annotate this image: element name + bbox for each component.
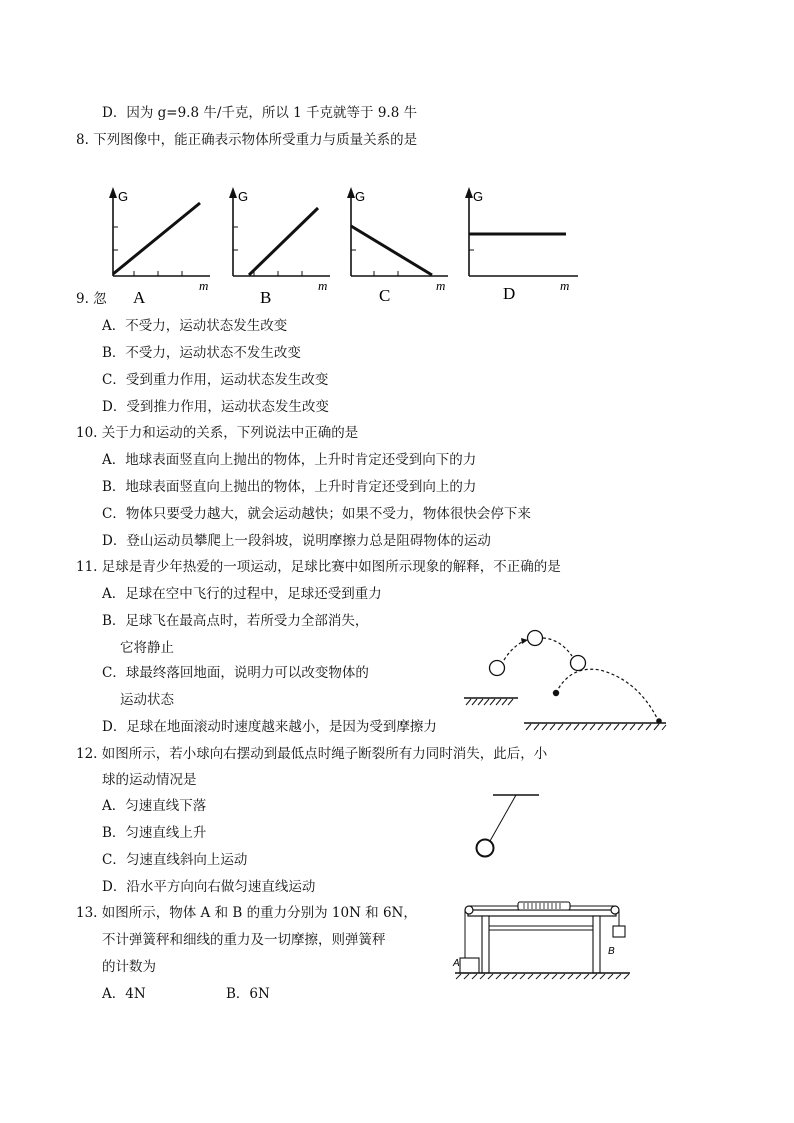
q13-stem-line3: 的计数为 xyxy=(102,959,156,975)
q13-stem-line1: 13. 如图所示，物体 A 和 B 的重力分别为 10N 和 6N， xyxy=(76,905,417,921)
graph-c-letter: C xyxy=(379,286,391,305)
q8-stem: 8. 下列图像中，能正确表示物体所受重力与质量关系的是 xyxy=(76,132,418,148)
q9-option-b: B．不受力，运动状态不发生改变 xyxy=(102,345,301,361)
q13-spring-scale-figure xyxy=(450,896,635,991)
q10-option-c: C．物体只要受力越大，就会运动越快；如果不受力，物体很快会停下来 xyxy=(102,506,531,522)
q12-stem-line1: 12. 如图所示，若小球向右摆动到最低点时绳子断裂所有力同时消失，此后，小 xyxy=(76,746,548,762)
q11-option-b-line1: B．足球飞在最高点时，若所受力全部消失， xyxy=(102,613,369,629)
q11-option-d: D．足球在地面滚动时速度越来越小，是因为受到摩擦力 xyxy=(102,719,437,735)
q10-option-a: A．地球表面竖直向上抛出的物体，上升时肯定还受到向下的力 xyxy=(102,452,477,468)
q12-option-b: B．匀速直线上升 xyxy=(102,825,207,841)
q8-graphs-figure xyxy=(92,182,592,307)
graph-d-y-label: G xyxy=(473,189,484,204)
q12-stem-line2: 球的运动情况是 xyxy=(102,772,197,788)
graph-c-x-label: m xyxy=(436,278,446,293)
graph-a-y-label: G xyxy=(118,189,129,204)
q11-football-figure xyxy=(460,625,670,735)
graph-d-letter: D xyxy=(503,284,516,303)
block-a-label: A xyxy=(453,958,460,969)
q13-stem-line2: 不计弹簧秤和细线的重力及一切摩擦，则弹簧秤 xyxy=(102,932,386,948)
q7-option-d: D．因为 g=9.8 牛/千克，所以 1 千克就等于 9.8 牛 xyxy=(102,105,418,121)
q10-option-b: B．地球表面竖直向上抛出的物体，上升时肯定还受到向上的力 xyxy=(102,479,477,495)
graph-c-y-label: G xyxy=(355,189,366,204)
graph-b-y-label: G xyxy=(238,189,249,204)
q9-option-a: A．不受力，运动状态发生改变 xyxy=(102,318,288,334)
q12-pendulum-figure xyxy=(470,790,560,865)
graph-a-letter: A xyxy=(133,288,146,307)
q12-option-c: C．匀速直线斜向上运动 xyxy=(102,852,248,868)
q10-stem: 10. 关于力和运动的关系，下列说法中正确的是 xyxy=(76,425,359,441)
q9-option-d: D．受到推力作用，运动状态发生改变 xyxy=(102,399,329,415)
graph-a-x-label: m xyxy=(199,278,209,293)
q11-stem: 11. 足球是青少年热爱的一项运动，足球比赛中如图所示现象的解释，不正确的是 xyxy=(76,559,561,575)
q11-option-c-line2: 运动状态 xyxy=(120,692,174,708)
q9-option-c: C．受到重力作用，运动状态发生改变 xyxy=(102,372,329,388)
graph-b-letter: B xyxy=(260,288,272,307)
q12-option-a: A．匀速直线下落 xyxy=(102,798,207,814)
q11-option-c-line1: C．球最终落回地面，说明力可以改变物体的 xyxy=(102,665,369,681)
graph-b-x-label: m xyxy=(318,278,328,293)
q11-option-b-line2: 它将静止 xyxy=(120,640,174,656)
q13-option-b: B．6N xyxy=(226,986,270,1002)
q11-option-a: A．足球在空中飞行的过程中，足球还受到重力 xyxy=(102,586,382,602)
graph-c xyxy=(347,187,448,305)
q13-option-a: A．4N xyxy=(102,986,146,1002)
graph-d-x-label: m xyxy=(560,278,570,293)
graph-a xyxy=(109,187,210,307)
q10-option-d: D．登山运动员攀爬上一段斜坡，说明摩擦力总是阻碍物体的运动 xyxy=(102,533,491,549)
q9-stem: 9. 忽 xyxy=(76,291,107,307)
q12-option-d: D．沿水平方向向右做匀速直线运动 xyxy=(102,879,316,895)
graph-b xyxy=(229,187,330,307)
block-b-label: B xyxy=(608,946,615,957)
graph-d xyxy=(465,187,578,303)
